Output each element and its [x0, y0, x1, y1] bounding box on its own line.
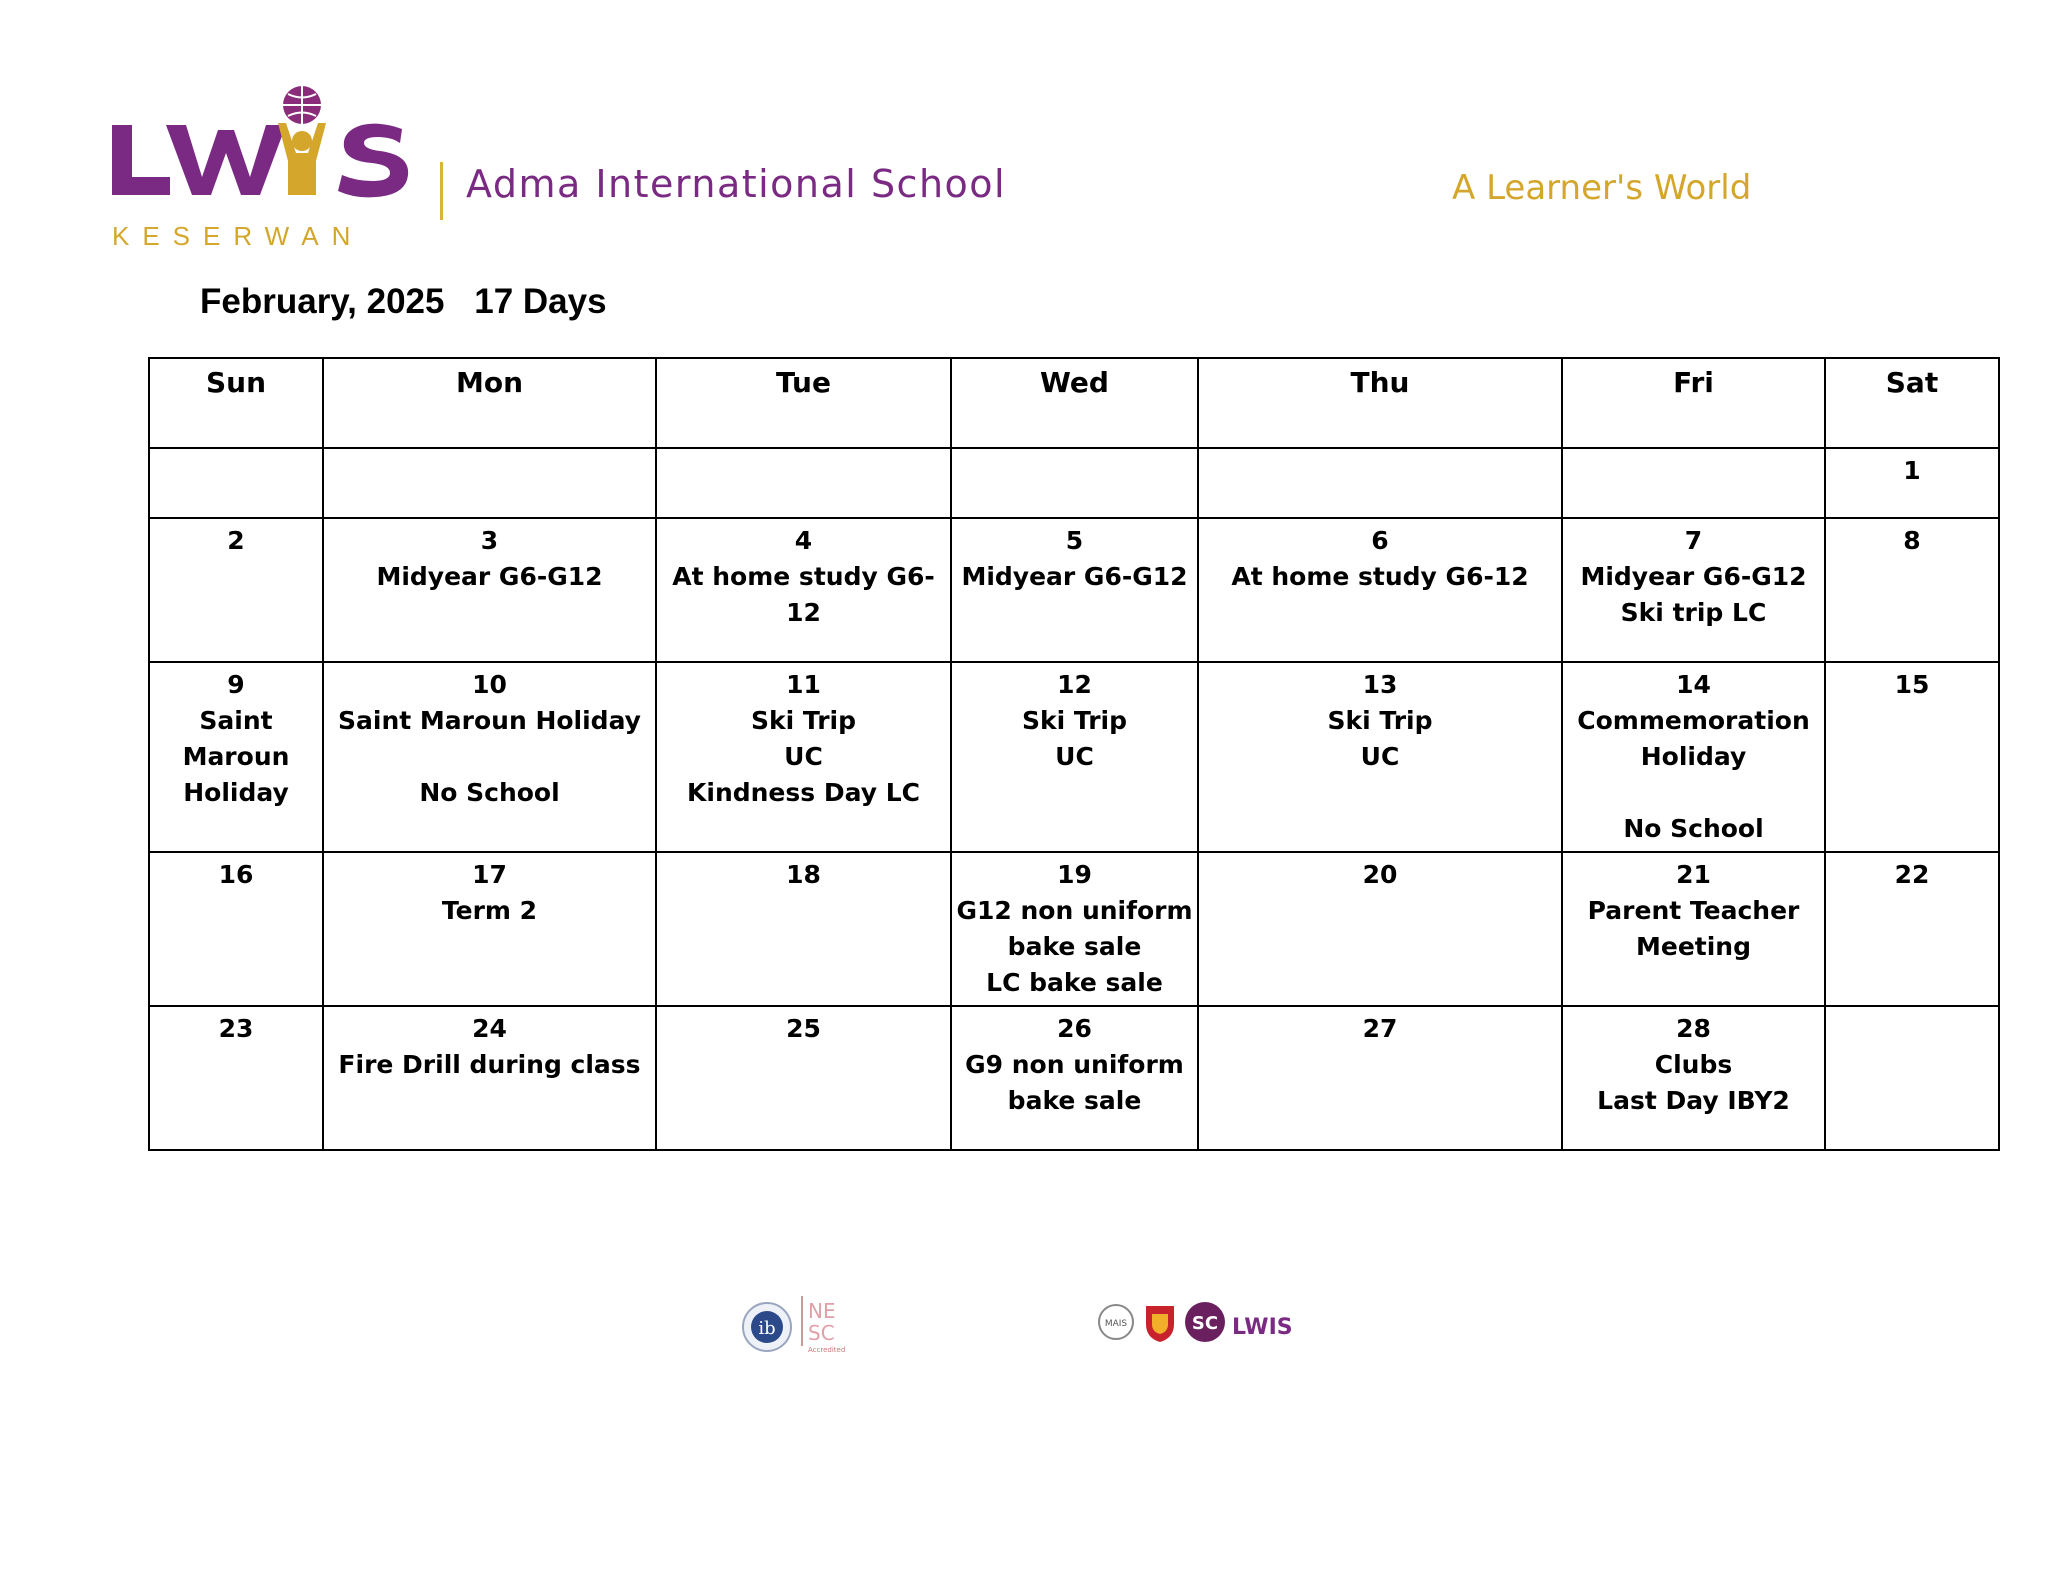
event-label: Commemoration	[1577, 706, 1810, 735]
lwis-logo	[110, 85, 430, 255]
event-label: Saint Maroun Holiday	[338, 706, 641, 735]
day-number: 21	[1676, 860, 1711, 889]
event-label: Fire Drill during class	[338, 1050, 641, 1079]
weekday-mon: Mon	[323, 358, 656, 448]
weekday-sat: Sat	[1825, 358, 1999, 448]
calendar-day-cell	[149, 518, 323, 662]
calendar-day-cell	[951, 852, 1198, 1006]
event-label: Saint	[199, 706, 273, 735]
calendar-week-row	[149, 662, 1999, 852]
crest-logo	[1142, 1300, 1178, 1344]
calendar-day-cell	[1825, 448, 1999, 518]
day-number: 17	[472, 860, 507, 889]
day-number: 20	[1362, 860, 1398, 889]
school-days-count: 17 Days	[474, 282, 607, 321]
event-label: Ski Trip	[1327, 706, 1433, 735]
calendar-day-cell	[1825, 518, 1999, 662]
day-number: 5	[1065, 526, 1084, 555]
calendar-day-cell	[656, 448, 951, 518]
neasc-logo	[800, 1292, 860, 1356]
event-label: Maroun	[182, 742, 290, 771]
calendar-week-row	[149, 518, 1999, 662]
day-number: 28	[1676, 1014, 1711, 1043]
calendar-day-cell	[951, 1006, 1198, 1150]
event-label: Meeting	[1635, 932, 1751, 961]
mais-logo	[1096, 1300, 1136, 1344]
day-number: 8	[1903, 526, 1921, 555]
event-label: Midyear G6-G12	[376, 562, 603, 591]
mais-logo-icon	[1096, 1300, 1136, 1344]
day-number: 11	[786, 670, 821, 699]
sc-logo-icon	[1182, 1300, 1228, 1344]
event-label: Midyear G6-G12	[961, 562, 1188, 591]
calendar-day-cell	[656, 852, 951, 1006]
event-label: Kindness Day LC	[687, 778, 920, 807]
day-number: 16	[218, 860, 254, 889]
calendar-day-cell	[951, 518, 1198, 662]
svg-text:MAIS: MAIS	[1104, 1319, 1128, 1329]
day-number: 24	[472, 1014, 507, 1043]
calendar-day-cell	[1562, 1006, 1825, 1150]
day-number: 2	[227, 526, 245, 555]
calendar-title	[200, 282, 627, 322]
event-label: Midyear G6-G12	[1580, 562, 1807, 591]
day-number: 26	[1057, 1014, 1092, 1043]
calendar-day-cell	[1562, 518, 1825, 662]
lwis-network-logo	[1230, 1304, 1300, 1348]
calendar-day-cell	[1198, 1006, 1562, 1150]
event-label: bake sale	[1007, 932, 1142, 961]
day-number: 4	[794, 526, 813, 555]
day-number: 9	[227, 670, 245, 699]
page-header	[0, 0, 2048, 270]
svg-text:Accredited: Accredited	[808, 1346, 846, 1354]
header-divider	[440, 162, 443, 220]
event-label: LC bake sale	[986, 968, 1163, 997]
crest-logo-icon	[1142, 1300, 1178, 1344]
calendar-body	[149, 448, 1999, 1150]
event-label: Holiday	[1640, 742, 1747, 771]
day-number: 7	[1684, 526, 1703, 555]
event-label: Ski Trip	[1021, 706, 1127, 735]
day-number: 12	[1057, 670, 1092, 699]
event-label: G9 non uniform	[965, 1050, 1184, 1079]
day-number: 22	[1894, 860, 1930, 889]
calendar-day-cell	[323, 852, 656, 1006]
event-label: Parent Teacher	[1587, 896, 1800, 925]
event-label: UC	[1055, 742, 1094, 771]
calendar-table	[148, 357, 2000, 1151]
day-number: 1	[1903, 456, 1921, 485]
weekday-sun: Sun	[149, 358, 323, 448]
lwis-network-logo-icon	[1230, 1304, 1300, 1348]
calendar-day-cell	[149, 662, 323, 852]
calendar-week-row	[149, 852, 1999, 1006]
calendar-day-cell	[1825, 1006, 1999, 1150]
weekday-thu: Thu	[1198, 358, 1562, 448]
ib-logo-icon	[740, 1300, 794, 1354]
calendar-day-cell	[1562, 662, 1825, 852]
calendar-day-cell	[323, 518, 656, 662]
logo-subtext: KESERWAN	[112, 221, 364, 251]
calendar-day-cell	[1562, 448, 1825, 518]
event-label: No School	[1623, 814, 1764, 843]
svg-text:SC: SC	[808, 1321, 835, 1345]
event-label: At home study G6-12	[1231, 562, 1529, 591]
calendar-day-cell	[1562, 852, 1825, 1006]
event-label: Ski trip LC	[1620, 598, 1767, 627]
event-label: UC	[1360, 742, 1400, 771]
day-number: 19	[1057, 860, 1092, 889]
day-number: 14	[1676, 670, 1711, 699]
calendar-day-cell	[1198, 662, 1562, 852]
weekday-header-row	[149, 358, 1999, 448]
calendar-day-cell	[1198, 448, 1562, 518]
svg-text:ib: ib	[758, 1318, 776, 1339]
weekday-fri: Fri	[1562, 358, 1825, 448]
calendar-day-cell	[149, 1006, 323, 1150]
calendar-day-cell	[323, 448, 656, 518]
footer-logos	[0, 1300, 2048, 1360]
event-label: G12 non uniform	[956, 896, 1193, 925]
ib-logo	[740, 1300, 794, 1354]
lwis-network-text: LWIS	[1232, 1315, 1293, 1340]
day-number: 27	[1362, 1014, 1398, 1043]
event-label: Term 2	[441, 896, 538, 925]
calendar-day-cell	[656, 662, 951, 852]
calendar-day-cell	[149, 852, 323, 1006]
calendar-day-cell	[656, 1006, 951, 1150]
calendar-day-cell	[1198, 518, 1562, 662]
weekday-wed: Wed	[951, 358, 1198, 448]
lwis-logo-icon	[110, 85, 430, 255]
day-number: 23	[218, 1014, 254, 1043]
day-number: 15	[1894, 670, 1930, 699]
school-name: Adma International School	[466, 162, 1007, 206]
event-label: At home study G6-12	[672, 562, 935, 627]
calendar-day-cell	[656, 518, 951, 662]
event-label: No School	[419, 778, 560, 807]
day-number: 25	[786, 1014, 821, 1043]
sc-logo	[1182, 1300, 1228, 1344]
calendar-week-row	[149, 1006, 1999, 1150]
weekday-tue: Tue	[656, 358, 951, 448]
day-number: 10	[472, 670, 507, 699]
event-label: UC	[784, 742, 823, 771]
calendar-day-cell	[149, 448, 323, 518]
day-number: 18	[786, 860, 821, 889]
svg-text:NE: NE	[808, 1299, 836, 1323]
calendar-day-cell	[323, 1006, 656, 1150]
calendar-day-cell	[1825, 662, 1999, 852]
calendar-day-cell	[951, 662, 1198, 852]
svg-text:SC: SC	[1191, 1313, 1219, 1334]
day-number: 3	[480, 526, 499, 555]
event-label: Holiday	[183, 778, 289, 807]
tagline: A Learner's World	[1452, 168, 1752, 208]
calendar-week-row	[149, 448, 1999, 518]
neasc-logo-icon	[800, 1292, 860, 1356]
day-number: 13	[1362, 670, 1398, 699]
event-label: Clubs	[1654, 1050, 1733, 1079]
event-label: Ski Trip	[750, 706, 856, 735]
calendar-day-cell	[951, 448, 1198, 518]
event-label: Last Day IBY2	[1597, 1086, 1790, 1115]
month-label: February, 2025	[200, 282, 445, 321]
calendar-day-cell	[1198, 852, 1562, 1006]
calendar-day-cell	[1825, 852, 1999, 1006]
event-label: bake sale	[1007, 1086, 1142, 1115]
calendar-day-cell	[323, 662, 656, 852]
day-number: 6	[1371, 526, 1389, 555]
